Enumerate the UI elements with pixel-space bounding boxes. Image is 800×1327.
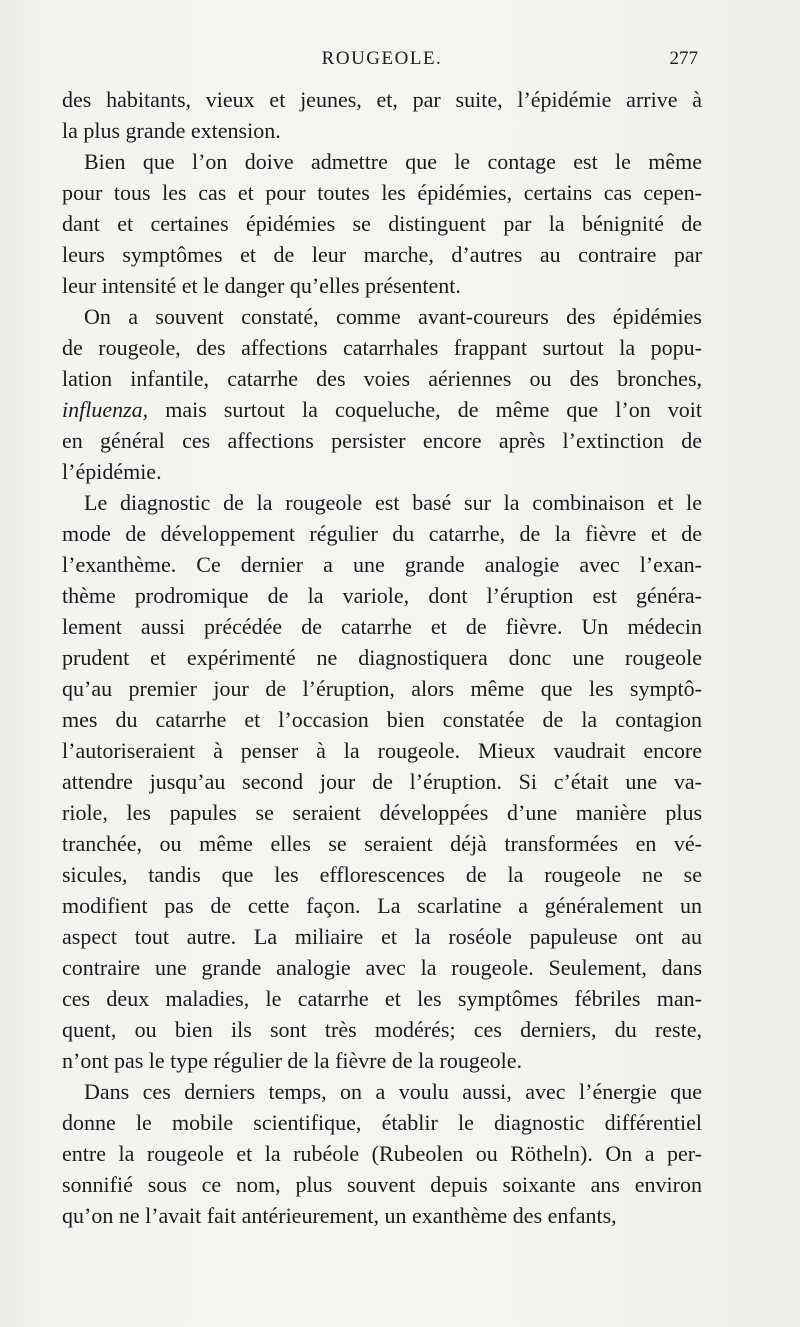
text-line: Bien que l’on doive admettre que le contage est le même — [84, 149, 702, 174]
text-line: la plus grande extension. — [62, 118, 281, 143]
text-line: On a souvent constaté, comme avant-coureurs des épidémies — [84, 304, 702, 329]
text-line: attendre jusqu’au second jour de l’éruption. Si c’était une va- — [62, 769, 702, 794]
page-number: 277 — [669, 48, 698, 69]
text-line: sonnifié sous ce nom, plus souvent depuis soixante ans environ — [62, 1172, 702, 1197]
text-line: mes du catarrhe et l’occasion bien constatée de la contagion — [62, 707, 702, 732]
paragraph — [62, 1076, 702, 1231]
text-line: sicules, tandis que les efflorescences de la rougeole ne se — [62, 862, 702, 887]
text-line: de rougeole, des affections catarrhales frappant surtout la popu- — [62, 335, 702, 360]
text-line: Le diagnostic de la rougeole est basé sur la combinaison et le — [84, 490, 702, 515]
text-line: leur intensité et le danger qu’elles présentent. — [62, 273, 461, 298]
text-line: quent, ou bien ils sont très modérés; ces derniers, du reste, — [62, 1017, 702, 1042]
text-line: leurs symptômes et de leur marche, d’autres au contraire par — [62, 242, 702, 267]
paragraph — [62, 84, 702, 146]
text-line: l’exanthème. Ce dernier a une grande analogie avec l’exan- — [62, 552, 702, 577]
text-line: riole, les papules se seraient développées d’une manière plus — [62, 800, 702, 825]
paragraph — [62, 487, 702, 1076]
paragraph — [62, 301, 702, 487]
body-text — [62, 84, 702, 1231]
text-line: entre la rougeole et la rubéole (Rubeolen ou Rötheln). On a per- — [62, 1141, 702, 1166]
text-line: des habitants, vieux et jeunes, et, par suite, l’épidémie arrive à — [62, 87, 702, 112]
text-line: Dans ces derniers temps, on a voulu aussi, avec l’énergie que — [84, 1079, 702, 1104]
text-line: aspect tout autre. La miliaire et la roséole papuleuse ont au — [62, 924, 702, 949]
text-line: influenza, mais surtout la coqueluche, de même que l’on voit — [62, 397, 702, 422]
text-line: dant et certaines épidémies se distinguent par la bénignité de — [62, 211, 702, 236]
text-line: n’ont pas le type régulier de la fièvre de la rougeole. — [62, 1048, 522, 1073]
text-line: lation infantile, catarrhe des voies aériennes ou des bronches, — [62, 366, 702, 391]
text-line: thème prodromique de la variole, dont l’éruption est généra- — [62, 583, 702, 608]
text-line: pour tous les cas et pour toutes les épidémies, certains cas cepen- — [62, 180, 702, 205]
running-title: ROUGEOLE. — [321, 48, 443, 69]
text-line: lement aussi précédée de catarrhe et de fièvre. Un médecin — [62, 614, 702, 639]
text-line: prudent et expérimenté ne diagnostiquera donc une rougeole — [62, 645, 702, 670]
text-line: qu’au premier jour de l’éruption, alors même que les symptô- — [62, 676, 702, 701]
text-line: donne le mobile scientifique, établir le diagnostic différentiel — [62, 1110, 702, 1135]
page-header — [62, 44, 702, 74]
text-line: l’autoriseraient à penser à la rougeole. Mieux vaudrait encore — [62, 738, 702, 763]
text-line: mode de développement régulier du catarrhe, de la fièvre et de — [62, 521, 702, 546]
italic-term: influenza, — [62, 397, 149, 422]
text-line: modifient pas de cette façon. La scarlatine a généralement un — [62, 893, 702, 918]
text-line: tranchée, ou même elles se seraient déjà transformées en vé- — [62, 831, 702, 856]
paragraph — [62, 146, 702, 301]
text-line: l’épidémie. — [62, 459, 162, 484]
text-line: contraire une grande analogie avec la rougeole. Seulement, dans — [62, 955, 702, 980]
text-line: ces deux maladies, le catarrhe et les symptômes fébriles man- — [62, 986, 702, 1011]
text-line: qu’on ne l’avait fait antérieurement, un exanthème des enfants, — [62, 1203, 617, 1228]
text-line: en général ces affections persister encore après l’extinction de — [62, 428, 702, 453]
